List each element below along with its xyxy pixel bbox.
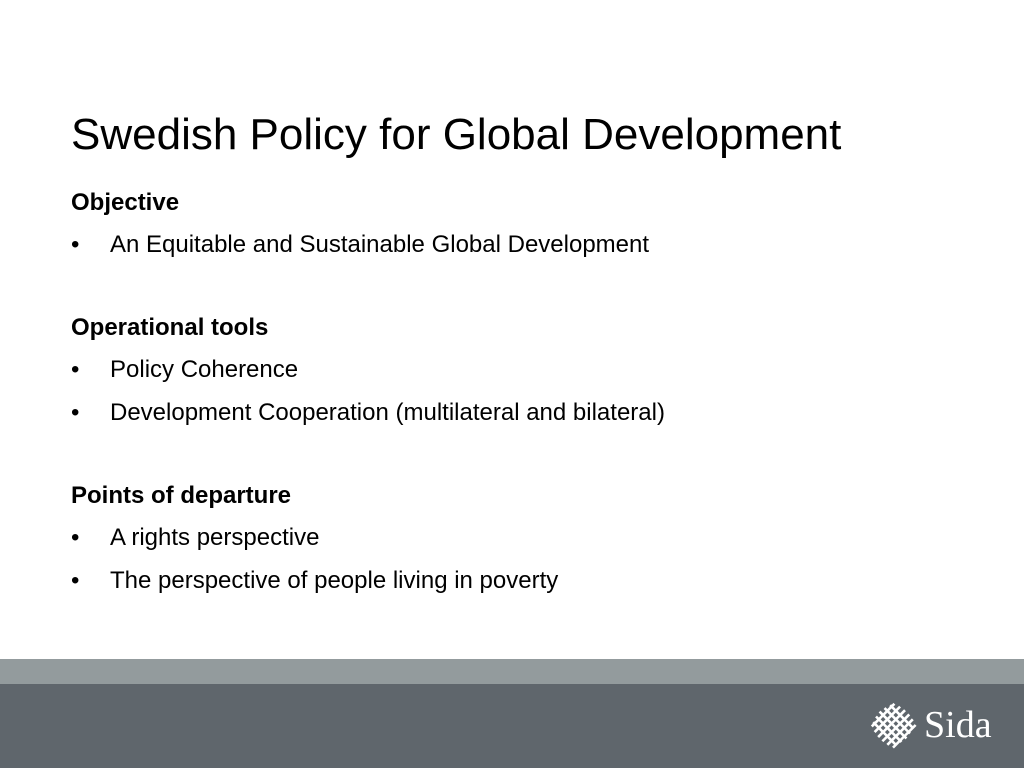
- sida-logo: [868, 700, 992, 750]
- bullet-item: [71, 391, 971, 434]
- bullet-item: [71, 559, 971, 602]
- bullet-dot: •: [71, 231, 80, 258]
- bullet-text: An Equitable and Sustainable Global Development: [110, 231, 650, 258]
- bullet-dot: •: [71, 567, 80, 594]
- bullet-item: [71, 516, 971, 559]
- bullet-dot: •: [71, 524, 80, 551]
- bullet-dot: •: [71, 399, 80, 426]
- footer-band-light: [0, 659, 1024, 684]
- bullet-text: Development Cooperation (multilateral and bilateral): [110, 399, 665, 426]
- sida-lattice-icon: [868, 700, 918, 750]
- section-objective: [71, 183, 971, 266]
- bullet-text: A rights perspective: [110, 524, 320, 551]
- slide-content: [71, 183, 971, 602]
- bullet-text: The perspective of people living in poverty: [110, 567, 559, 594]
- bullet-text: Policy Coherence: [110, 356, 299, 383]
- logo-text: Sida: [924, 704, 992, 746]
- section-operational-tools: [71, 308, 971, 434]
- bullet-item: [71, 223, 971, 266]
- section-heading: Points of departure: [71, 482, 292, 509]
- section-heading: Operational tools: [71, 314, 269, 341]
- section-heading: Objective: [71, 189, 180, 216]
- section-points-of-departure: [71, 476, 971, 602]
- bullet-dot: •: [71, 356, 80, 383]
- bullet-item: [71, 348, 971, 391]
- slide-title: Swedish Policy for Global Development: [71, 110, 842, 159]
